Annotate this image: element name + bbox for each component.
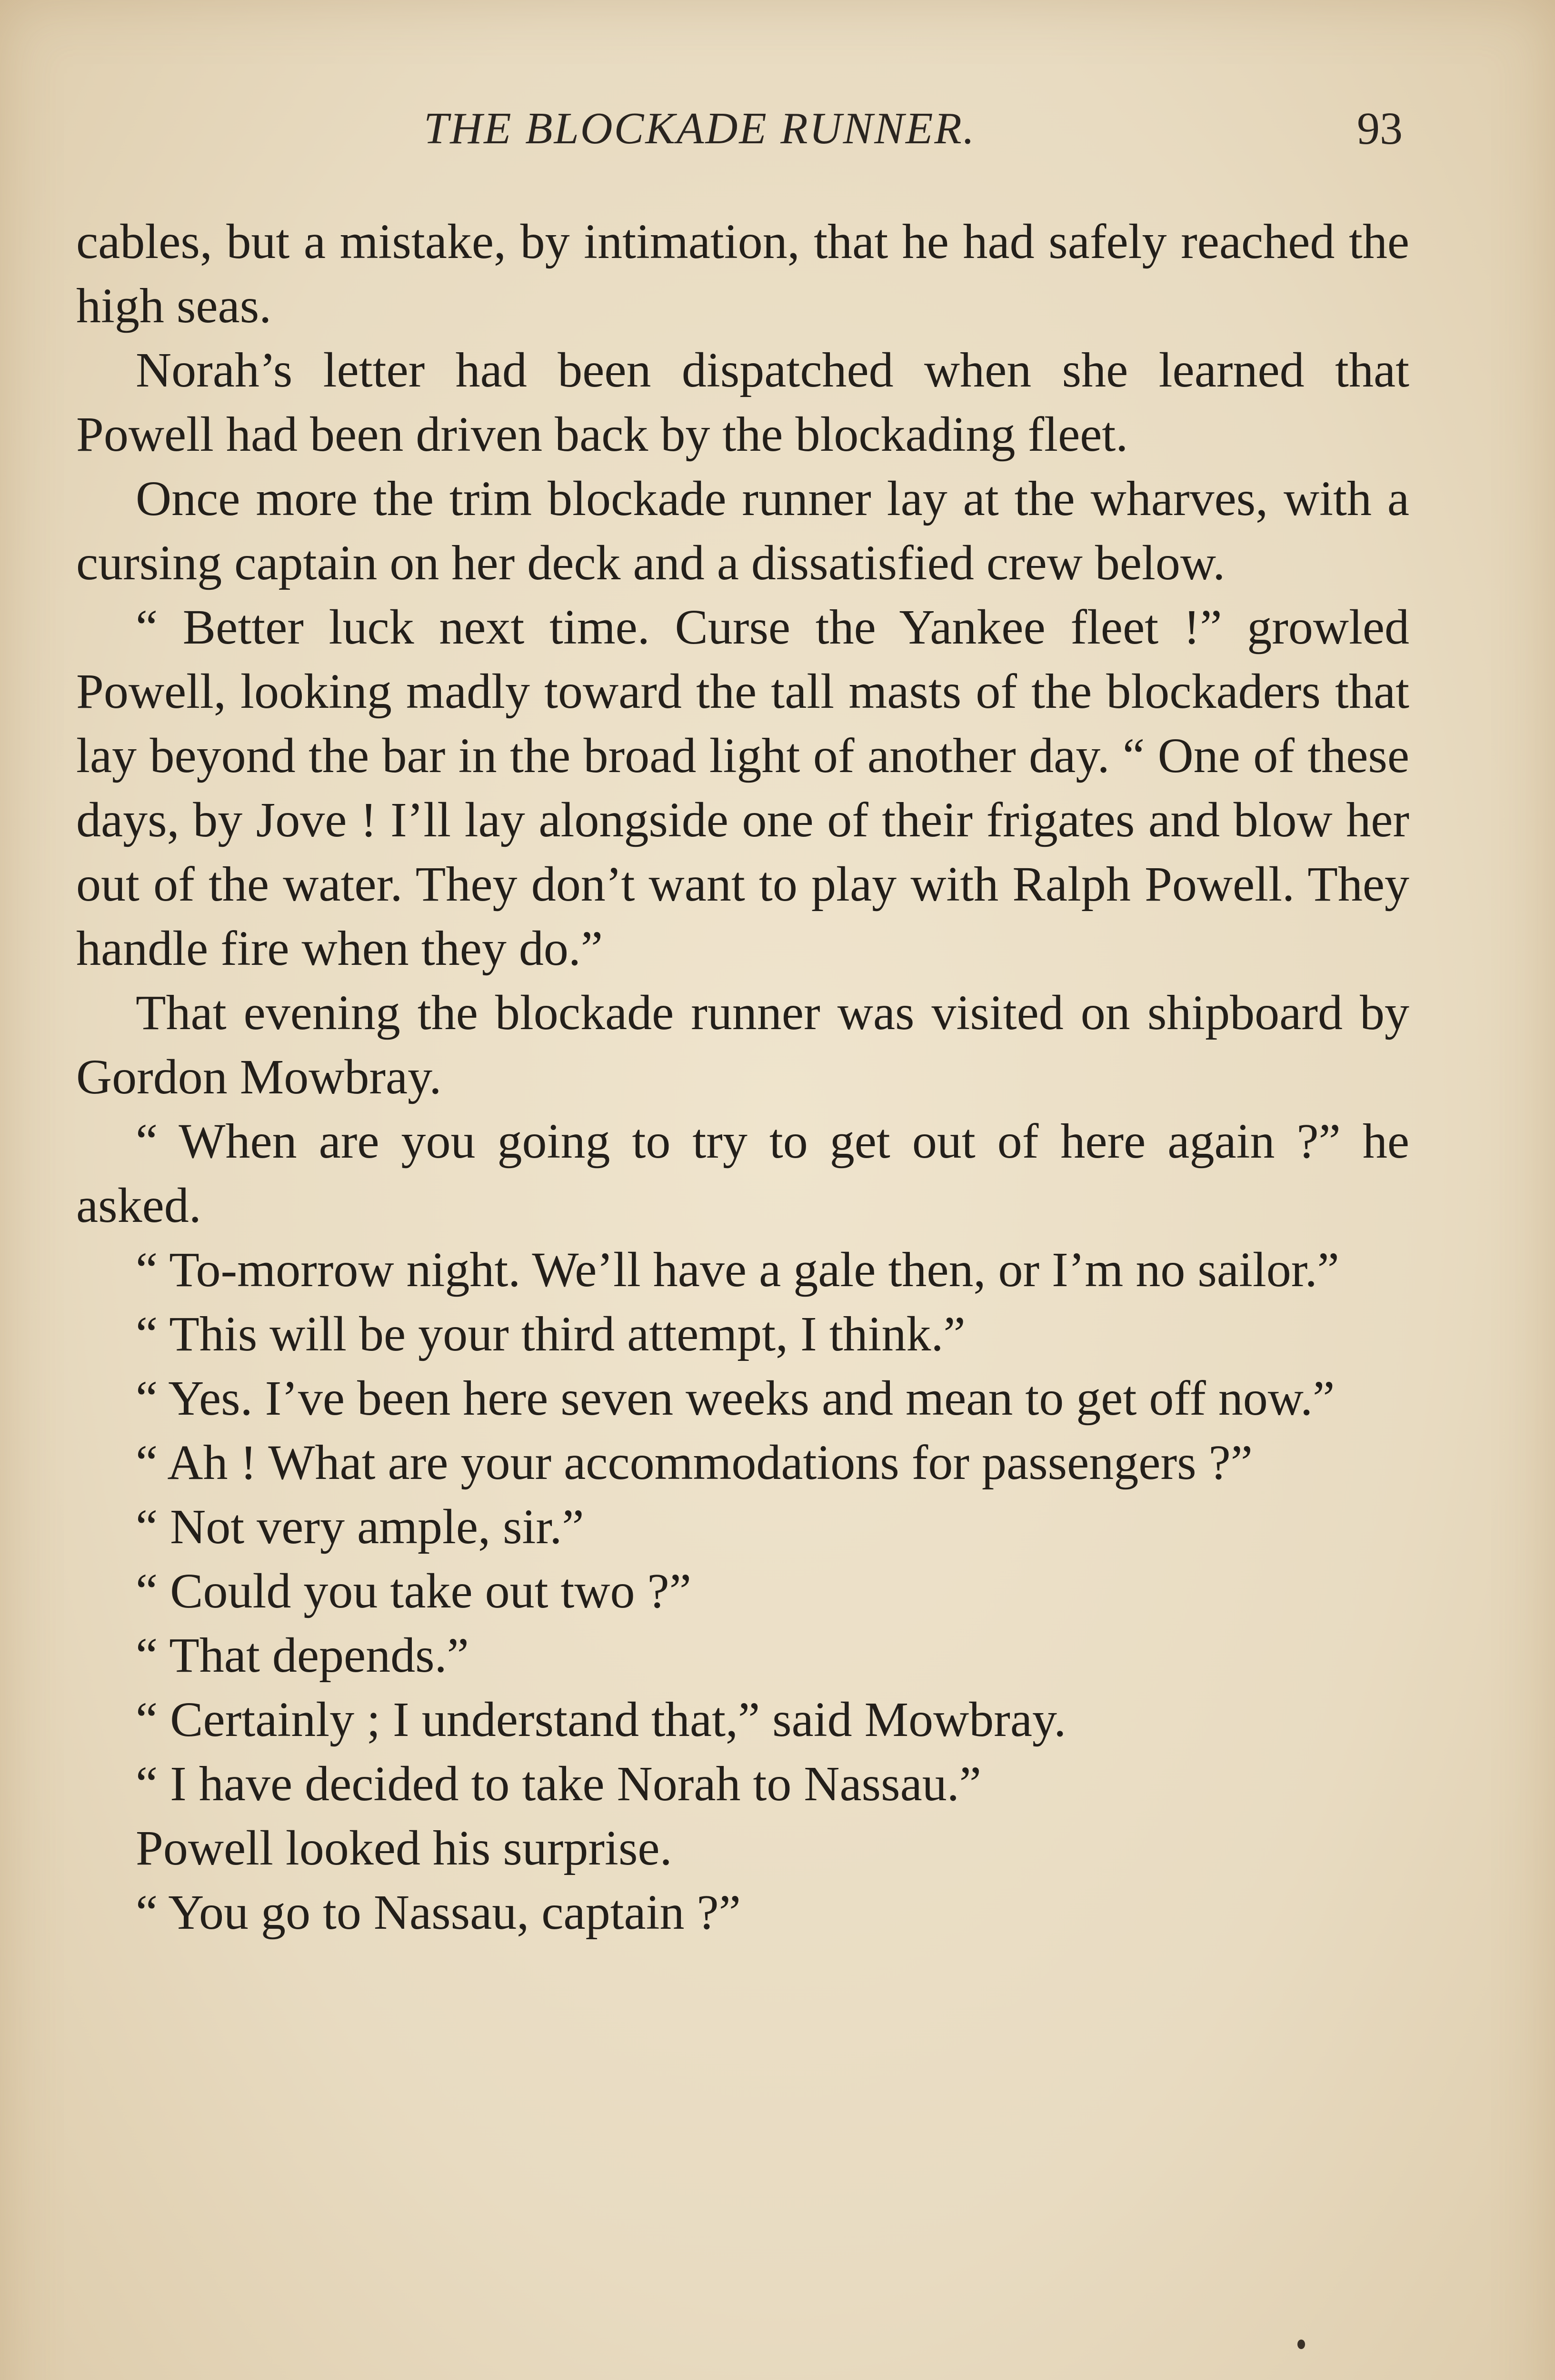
paragraph: “ You go to Nassau, captain ?” [136,1885,741,1940]
paragraph: “ That depends.” [136,1628,469,1683]
paragraph: Once more the trim blockade runner lay at the wharves, with a cursing captain on her deck and a dissatisfied crew below. [76,471,1409,590]
paragraph: “ To-morrow night. We’ll have a gale then, or I’m no sailor.” [136,1242,1339,1297]
paragraph: “ When are you going to try to get out of here again ?” he asked. [76,1114,1409,1233]
paragraph: “ This will be your third attempt, I think.” [136,1307,966,1361]
page-number: 93 [1357,103,1403,154]
paragraph: That evening the blockade runner was visited on shipboard by Gordon Mowbray. [76,985,1409,1104]
paragraph: “ Better luck next time. Curse the Yankee fleet !” growled Powell, looking madly toward the tall masts of the blockaders that lay beyond the bar in the broad light of another day. “ One of these days, by Jove ! I’ll lay alongside one of their frigates and blow her out of the water. They don’t want to play with Ralph Powell. They handle fire when they do.” [76,600,1409,976]
paragraph: “ Ah ! What are your accommodations for passengers ?” [136,1435,1253,1490]
paragraph: “ Not very ample, sir.” [136,1499,584,1554]
running-title: THE BLOCKADE RUNNER. [424,104,976,153]
paragraph: Norah’s letter had been dispatched when she learned that Powell had been driven back by the blockading fleet. [76,343,1409,462]
paragraph: “ Could you take out two ?” [136,1564,691,1618]
paragraph: “ Certainly ; I understand that,” said Mowbray. [136,1692,1067,1747]
paragraph: cables, but a mistake, by intimation, that he had safely reached the high seas. [76,214,1409,333]
paragraph: Powell looked his surprise. [136,1821,672,1875]
body-text [76,209,1409,1944]
running-head [0,95,1555,162]
paragraph: “ Yes. I’ve been here seven weeks and mean to get off now.” [136,1371,1335,1426]
paper-speck [1297,2340,1305,2349]
paragraph: “ I have decided to take Norah to Nassau.” [136,1756,981,1811]
